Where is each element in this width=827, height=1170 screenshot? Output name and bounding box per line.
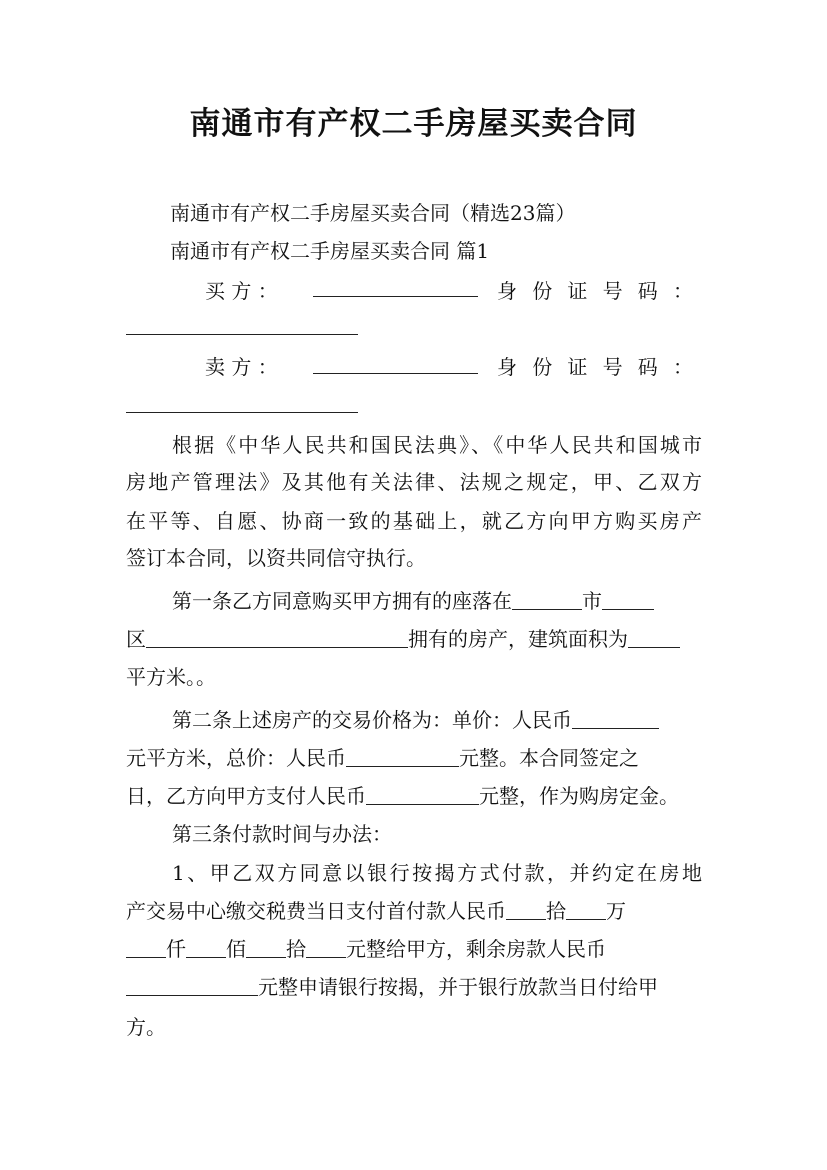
article1-city: 市 (582, 589, 602, 613)
article2-line1 (172, 705, 712, 735)
article3-line1: 1、甲乙双方同意以银行按揭方式付款，并约定在房地 (172, 861, 702, 885)
document-title: 南通市有产权二手房屋买卖合同 (189, 106, 638, 142)
seller-name-blank (313, 373, 478, 374)
blank-field (126, 973, 258, 996)
article3-unit: 拾 (286, 937, 306, 961)
article2-text: 元平方米，总价：人民币 (126, 746, 346, 770)
article3-text: 产交易中心缴交税费当日支付首付款人民币 (126, 899, 506, 923)
article1-text: 第一条乙方同意购买甲方拥有的座落在 (172, 589, 512, 613)
blank-field (146, 625, 408, 648)
buyer-name-blank (313, 296, 478, 297)
article2-text: 元整，作为购房定金。 (479, 784, 679, 808)
article1-text: 拥有的房产，建筑面积为 (408, 627, 628, 651)
seller-label: 卖 方 ： (205, 355, 278, 379)
article2-line2 (126, 743, 726, 773)
section-heading: 南通市有产权二手房屋买卖合同 篇1 (170, 239, 490, 263)
blank-field (246, 935, 286, 958)
seller-id-label: 身 份 证 号 码 ： (497, 355, 693, 379)
blank-field (566, 897, 606, 920)
blank-field (572, 706, 659, 729)
article3-text: 元整给甲方，剩余房款人民币 (346, 937, 606, 961)
article3-text: 元整申请银行按揭，并于银行放款当日付给甲 (258, 975, 658, 999)
blank-field (306, 935, 346, 958)
blank-field (512, 587, 582, 610)
article3-heading: 第三条付款时间与办法： (172, 822, 392, 846)
blank-field (186, 935, 226, 958)
preamble-line: 签订本合同，以资共同信守执行。 (126, 546, 426, 570)
article2-text: 元整。本合同签定之 (459, 746, 639, 770)
preamble-line: 在平等、自愿、协商一致的基础上，就乙方向甲方购买房产 (126, 509, 702, 533)
blank-field (602, 587, 654, 610)
blank-field (628, 625, 680, 648)
buyer-id-label: 身 份 证 号 码 ： (497, 279, 693, 303)
article3-unit: 万 (606, 899, 626, 923)
buyer-label: 买 方 ： (205, 279, 278, 303)
article2-text: 第二条上述房产的交易价格为：单价：人民币 (172, 708, 572, 732)
article2-text: 日，乙方向甲方支付人民币 (126, 784, 366, 808)
blank-field (346, 744, 459, 767)
article3-line5: 方。 (126, 1015, 166, 1039)
blank-field (126, 935, 166, 958)
blank-field (366, 782, 479, 805)
document-subtitle: 南通市有产权二手房屋买卖合同（精选23篇） (170, 201, 576, 225)
article3-line4 (126, 972, 726, 1002)
seller-id-blank (126, 412, 358, 413)
article1-line1 (172, 586, 712, 616)
buyer-id-blank (126, 334, 358, 335)
article2-line3 (126, 781, 726, 811)
preamble-line: 根据《中华人民共和国民法典》、《中华人民共和国城市 (172, 433, 702, 457)
preamble-line: 房地产管理法》及其他有关法律、法规之规定，甲、乙双方 (126, 470, 702, 494)
article1-line3: 平方米。。 (126, 665, 216, 689)
article3-unit: 佰 (226, 937, 246, 961)
article1-line2 (126, 624, 726, 654)
blank-field (506, 897, 546, 920)
article3-unit: 仟 (166, 937, 186, 961)
article3-line3 (126, 934, 726, 964)
article1-district: 区 (126, 627, 146, 651)
article3-line2 (126, 896, 726, 926)
article3-unit: 拾 (546, 899, 566, 923)
